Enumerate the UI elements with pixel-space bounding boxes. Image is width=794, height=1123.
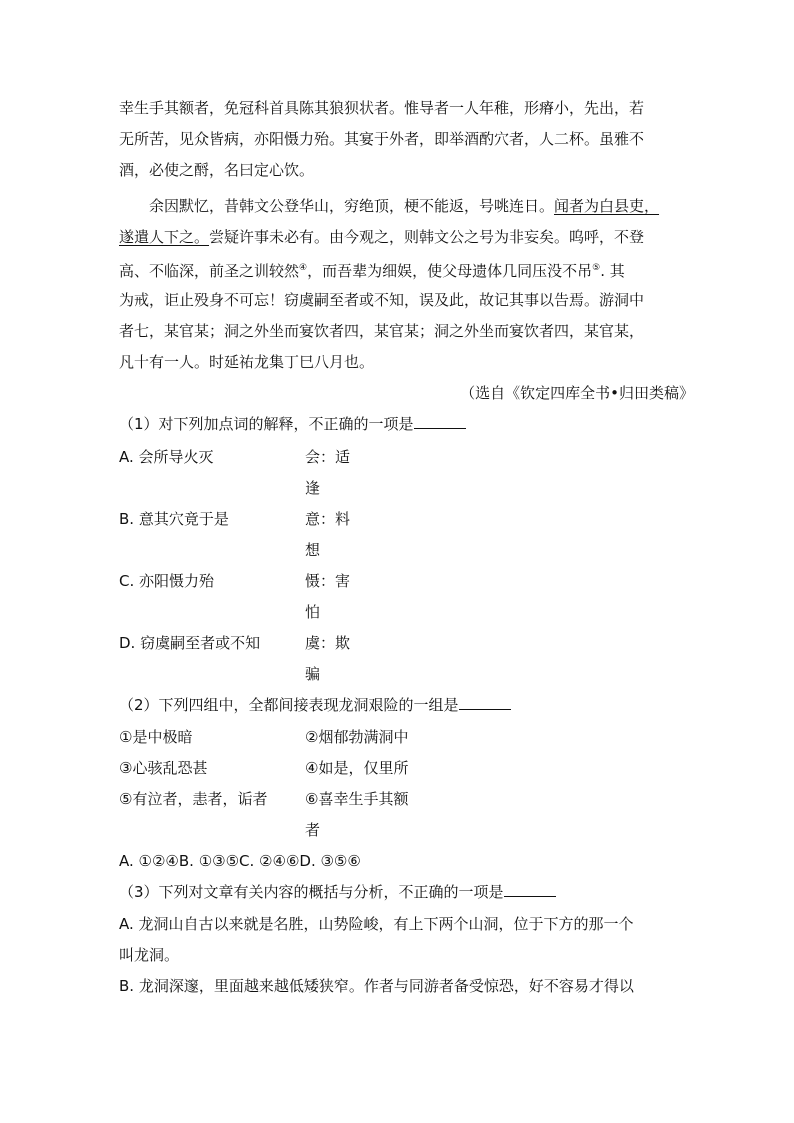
question-1-stem: （1）对下列加点词的解释，不正确的一项是 bbox=[119, 414, 466, 434]
passage-line: 凡十有一人。时延祐龙集丁巳八月也。 bbox=[119, 353, 375, 371]
passage-text: . 其 bbox=[600, 262, 625, 280]
passage-line bbox=[119, 258, 625, 278]
answer-blank[interactable] bbox=[414, 414, 466, 429]
answer-blank[interactable] bbox=[504, 882, 556, 897]
q2-item-wrap: 者 bbox=[305, 821, 321, 839]
question-2-stem: （2）下列四组中，全都间接表现龙洞艰险的一组是 bbox=[119, 695, 511, 715]
q1-option-a-gloss-wrap: 逢 bbox=[305, 479, 321, 497]
source-citation: （选自《钦定四库全书•归田类稿》 bbox=[460, 384, 694, 402]
q2-item: ③心骇乱恐甚 bbox=[119, 759, 208, 777]
passage-line: 者七，某官某；洞之外坐而宴饮者四，某官某；洞之外坐而宴饮者四，某官某， bbox=[119, 322, 645, 340]
q2-item: ②烟郁勃满洞中 bbox=[305, 728, 409, 746]
passage-line bbox=[119, 227, 644, 247]
passage-line bbox=[149, 196, 659, 216]
q1-option-d-gloss: 虞：欺 bbox=[305, 634, 351, 652]
q1-option-b-gloss: 意：料 bbox=[305, 510, 351, 528]
passage-line: 无所苦，见众皆病，亦阳慑力殆。其宴于外者，即举酒酌穴者，人二杯。虽雅不 bbox=[119, 130, 645, 148]
q1-option-c: C. 亦阳慑力殆 bbox=[119, 572, 215, 590]
q1-option-b-gloss-wrap: 想 bbox=[305, 541, 321, 559]
q1-option-d-gloss-wrap: 骗 bbox=[305, 665, 321, 683]
answer-blank[interactable] bbox=[459, 695, 511, 710]
question-3-stem: （3）下列对文章有关内容的概括与分析，不正确的一项是 bbox=[119, 882, 556, 902]
underlined-sentence: 闻者为白县吏， bbox=[554, 197, 660, 215]
underlined-sentence: 遂遣人下之。 bbox=[119, 228, 210, 246]
q2-item: ⑥喜幸生手其额 bbox=[305, 790, 409, 808]
passage-line: 为戒，讵止殁身不可忘！窃虞嗣至者或不知，误及此，故记其事以告焉。游洞中 bbox=[119, 291, 645, 309]
footnote-marker: ④ bbox=[299, 263, 308, 273]
q2-item: ④如是，仅里所 bbox=[305, 759, 409, 777]
passage-text: 余因默忆，昔韩文公登华山，穷绝顶，梗不能返，号咷连日。 bbox=[149, 197, 555, 215]
footnote-marker: ⑤ bbox=[592, 263, 601, 273]
q1-option-b: B. 意其穴竟于是 bbox=[119, 510, 229, 528]
q2-answer-options: A. ①②④B. ①③⑤C. ②④⑥D. ③⑤⑥ bbox=[119, 852, 361, 870]
q3-option-a-wrap: 叫龙洞。 bbox=[119, 946, 180, 964]
q1-option-c-gloss: 慑：害 bbox=[305, 572, 351, 590]
q2-item: ⑤有泣者，恚者，诟者 bbox=[119, 790, 268, 808]
passage-text: 高、不临深，前圣之训较然 bbox=[119, 262, 300, 280]
passage-line: 幸生手其额者，免冠科首具陈其狼狈状者。惟导者一人年稚，形瘠小，先出，若 bbox=[119, 99, 645, 117]
q2-item: ①是中极暗 bbox=[119, 728, 193, 746]
q1-option-c-gloss-wrap: 怕 bbox=[305, 603, 321, 621]
q3-option-b: B. 龙洞深邃，里面越来越低矮狭窄。作者与同游者备受惊恐，好不容易才得以 bbox=[119, 977, 634, 995]
q1-option-a-gloss: 会：适 bbox=[305, 448, 351, 466]
passage-text: 尝疑许事未必有。由今观之，则韩文公之号为非妄矣。呜呼，不登 bbox=[209, 228, 645, 246]
q1-option-a: A. 会所导火灭 bbox=[119, 448, 214, 466]
q3-option-a: A. 龙洞山自古以来就是名胜，山势险峻，有上下两个山洞，位于下方的那一个 bbox=[119, 915, 634, 933]
q1-option-d: D. 窃虞嗣至者或不知 bbox=[119, 634, 261, 652]
passage-text: ，而吾辈为细娱，使父母遗体几同压没不吊 bbox=[307, 262, 593, 280]
passage-line: 酒，必使之酹，名曰定心饮。 bbox=[119, 161, 315, 179]
